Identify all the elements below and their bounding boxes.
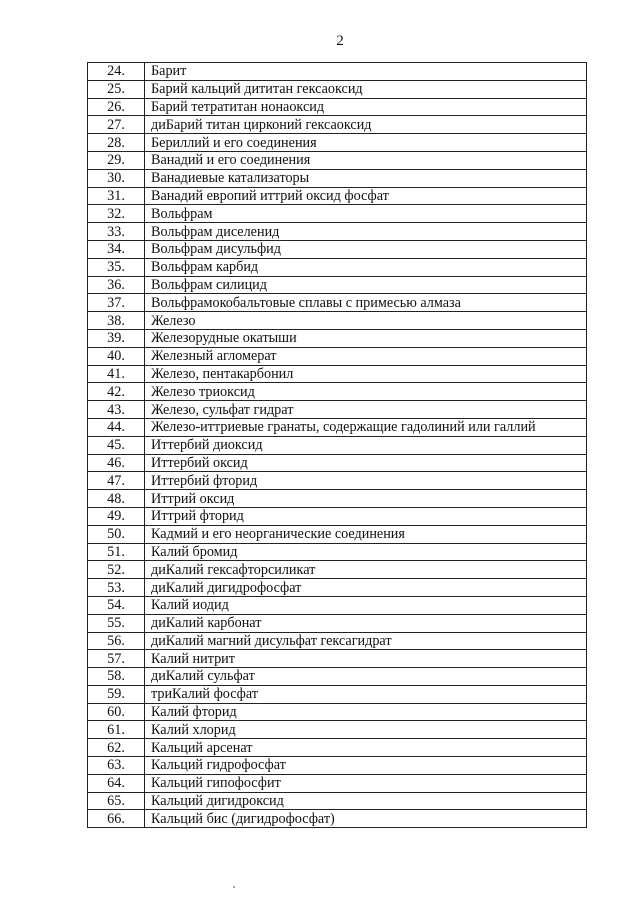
- row-number: 63.: [88, 757, 145, 775]
- substance-name: Калий нитрит: [145, 650, 587, 668]
- row-number: 58.: [88, 668, 145, 686]
- substance-name: диКалий гексафторсиликат: [145, 561, 587, 579]
- table-row: [88, 98, 587, 116]
- table-row: [88, 703, 587, 721]
- substance-name: Железо триоксид: [145, 383, 587, 401]
- substance-name: Бериллий и его соединения: [145, 134, 587, 152]
- table-row: [88, 596, 587, 614]
- table-row: [88, 240, 587, 258]
- substance-name: Иттербий диоксид: [145, 436, 587, 454]
- substance-name: Вольфрамокобальтовые сплавы с примесью алмаза: [145, 294, 587, 312]
- row-number: 33.: [88, 223, 145, 241]
- row-number: 51.: [88, 543, 145, 561]
- substance-name: Иттербий фторид: [145, 472, 587, 490]
- table-row: [88, 116, 587, 134]
- row-number: 31.: [88, 187, 145, 205]
- substance-name: Иттрий оксид: [145, 490, 587, 508]
- row-number: 28.: [88, 134, 145, 152]
- table-row: [88, 418, 587, 436]
- table-row: [88, 151, 587, 169]
- table-row: [88, 490, 587, 508]
- table-row: [88, 205, 587, 223]
- row-number: 39.: [88, 329, 145, 347]
- row-number: 37.: [88, 294, 145, 312]
- row-number: 66.: [88, 810, 145, 828]
- row-number: 49.: [88, 507, 145, 525]
- table-row: [88, 739, 587, 757]
- row-number: 53.: [88, 579, 145, 597]
- table-row: [88, 454, 587, 472]
- table-row: [88, 561, 587, 579]
- table-row: [88, 258, 587, 276]
- substances-table: [87, 62, 587, 828]
- substance-name: Калий иодид: [145, 596, 587, 614]
- table-row: [88, 223, 587, 241]
- table-row: [88, 472, 587, 490]
- scan-speck: [233, 886, 235, 888]
- row-number: 26.: [88, 98, 145, 116]
- substance-name: Калий бромид: [145, 543, 587, 561]
- table-row: [88, 63, 587, 81]
- row-number: 44.: [88, 418, 145, 436]
- table-row: [88, 365, 587, 383]
- row-number: 46.: [88, 454, 145, 472]
- substance-name: Калий фторид: [145, 703, 587, 721]
- table-body: [88, 63, 587, 828]
- row-number: 27.: [88, 116, 145, 134]
- row-number: 29.: [88, 151, 145, 169]
- substance-name: Железо, сульфат гидрат: [145, 401, 587, 419]
- table-row: [88, 579, 587, 597]
- row-number: 40.: [88, 347, 145, 365]
- substance-name: Кальций бис (дигидрофосфат): [145, 810, 587, 828]
- row-number: 34.: [88, 240, 145, 258]
- substance-name: диБарий титан цирконий гексаоксид: [145, 116, 587, 134]
- substance-name: Кальций гипофосфит: [145, 774, 587, 792]
- row-number: 61.: [88, 721, 145, 739]
- table-row: [88, 507, 587, 525]
- row-number: 59.: [88, 685, 145, 703]
- row-number: 32.: [88, 205, 145, 223]
- substance-name: Калий хлорид: [145, 721, 587, 739]
- row-number: 47.: [88, 472, 145, 490]
- table-row: [88, 685, 587, 703]
- row-number: 50.: [88, 525, 145, 543]
- substance-name: Ванадиевые катализаторы: [145, 169, 587, 187]
- substance-name: Барий кальций дититан гексаоксид: [145, 80, 587, 98]
- table-row: [88, 347, 587, 365]
- substance-name: Барий тетратитан нонаоксид: [145, 98, 587, 116]
- substance-name: Ванадий европий иттрий оксид фосфат: [145, 187, 587, 205]
- row-number: 25.: [88, 80, 145, 98]
- substance-name: диКалий дигидрофосфат: [145, 579, 587, 597]
- substance-name: Ванадий и его соединения: [145, 151, 587, 169]
- substance-name: Железо: [145, 312, 587, 330]
- row-number: 43.: [88, 401, 145, 419]
- row-number: 36.: [88, 276, 145, 294]
- table-row: [88, 721, 587, 739]
- table-row: [88, 668, 587, 686]
- row-number: 30.: [88, 169, 145, 187]
- row-number: 64.: [88, 774, 145, 792]
- row-number: 35.: [88, 258, 145, 276]
- substance-name: Кальций гидрофосфат: [145, 757, 587, 775]
- substance-name: Железо-иттриевые гранаты, содержащие гадолиний или галлий: [145, 418, 587, 436]
- table-row: [88, 187, 587, 205]
- substance-name: Кадмий и его неорганические соединения: [145, 525, 587, 543]
- substance-name: триКалий фосфат: [145, 685, 587, 703]
- table-row: [88, 80, 587, 98]
- row-number: 41.: [88, 365, 145, 383]
- row-number: 52.: [88, 561, 145, 579]
- substance-name: Железный агломерат: [145, 347, 587, 365]
- table-row: [88, 810, 587, 828]
- table-row: [88, 650, 587, 668]
- table-row: [88, 134, 587, 152]
- substance-name: Вольфрам силицид: [145, 276, 587, 294]
- substance-name: Железорудные окатыши: [145, 329, 587, 347]
- substance-name: Кальций дигидроксид: [145, 792, 587, 810]
- substance-name: Иттербий оксид: [145, 454, 587, 472]
- substance-name: Вольфрам диселенид: [145, 223, 587, 241]
- table-row: [88, 774, 587, 792]
- table-row: [88, 294, 587, 312]
- row-number: 54.: [88, 596, 145, 614]
- row-number: 45.: [88, 436, 145, 454]
- table-row: [88, 757, 587, 775]
- row-number: 62.: [88, 739, 145, 757]
- substance-name: Вольфрам карбид: [145, 258, 587, 276]
- row-number: 38.: [88, 312, 145, 330]
- substance-name: Барит: [145, 63, 587, 81]
- table-row: [88, 401, 587, 419]
- table-row: [88, 169, 587, 187]
- substance-name: Железо, пентакарбонил: [145, 365, 587, 383]
- row-number: 56.: [88, 632, 145, 650]
- table-row: [88, 632, 587, 650]
- row-number: 57.: [88, 650, 145, 668]
- table-row: [88, 614, 587, 632]
- substance-name: Вольфрам: [145, 205, 587, 223]
- table-row: [88, 276, 587, 294]
- table-row: [88, 436, 587, 454]
- substance-name: диКалий магний дисульфат гексагидрат: [145, 632, 587, 650]
- substance-name: Вольфрам дисульфид: [145, 240, 587, 258]
- table-row: [88, 312, 587, 330]
- substance-name: диКалий сульфат: [145, 668, 587, 686]
- substance-name: Иттрий фторид: [145, 507, 587, 525]
- table-row: [88, 383, 587, 401]
- row-number: 65.: [88, 792, 145, 810]
- row-number: 48.: [88, 490, 145, 508]
- row-number: 60.: [88, 703, 145, 721]
- substance-name: Кальций арсенат: [145, 739, 587, 757]
- table-row: [88, 543, 587, 561]
- table-row: [88, 525, 587, 543]
- page-number: 2: [336, 33, 344, 49]
- table-row: [88, 792, 587, 810]
- row-number: 42.: [88, 383, 145, 401]
- substance-name: диКалий карбонат: [145, 614, 587, 632]
- row-number: 55.: [88, 614, 145, 632]
- table-row: [88, 329, 587, 347]
- row-number: 24.: [88, 63, 145, 81]
